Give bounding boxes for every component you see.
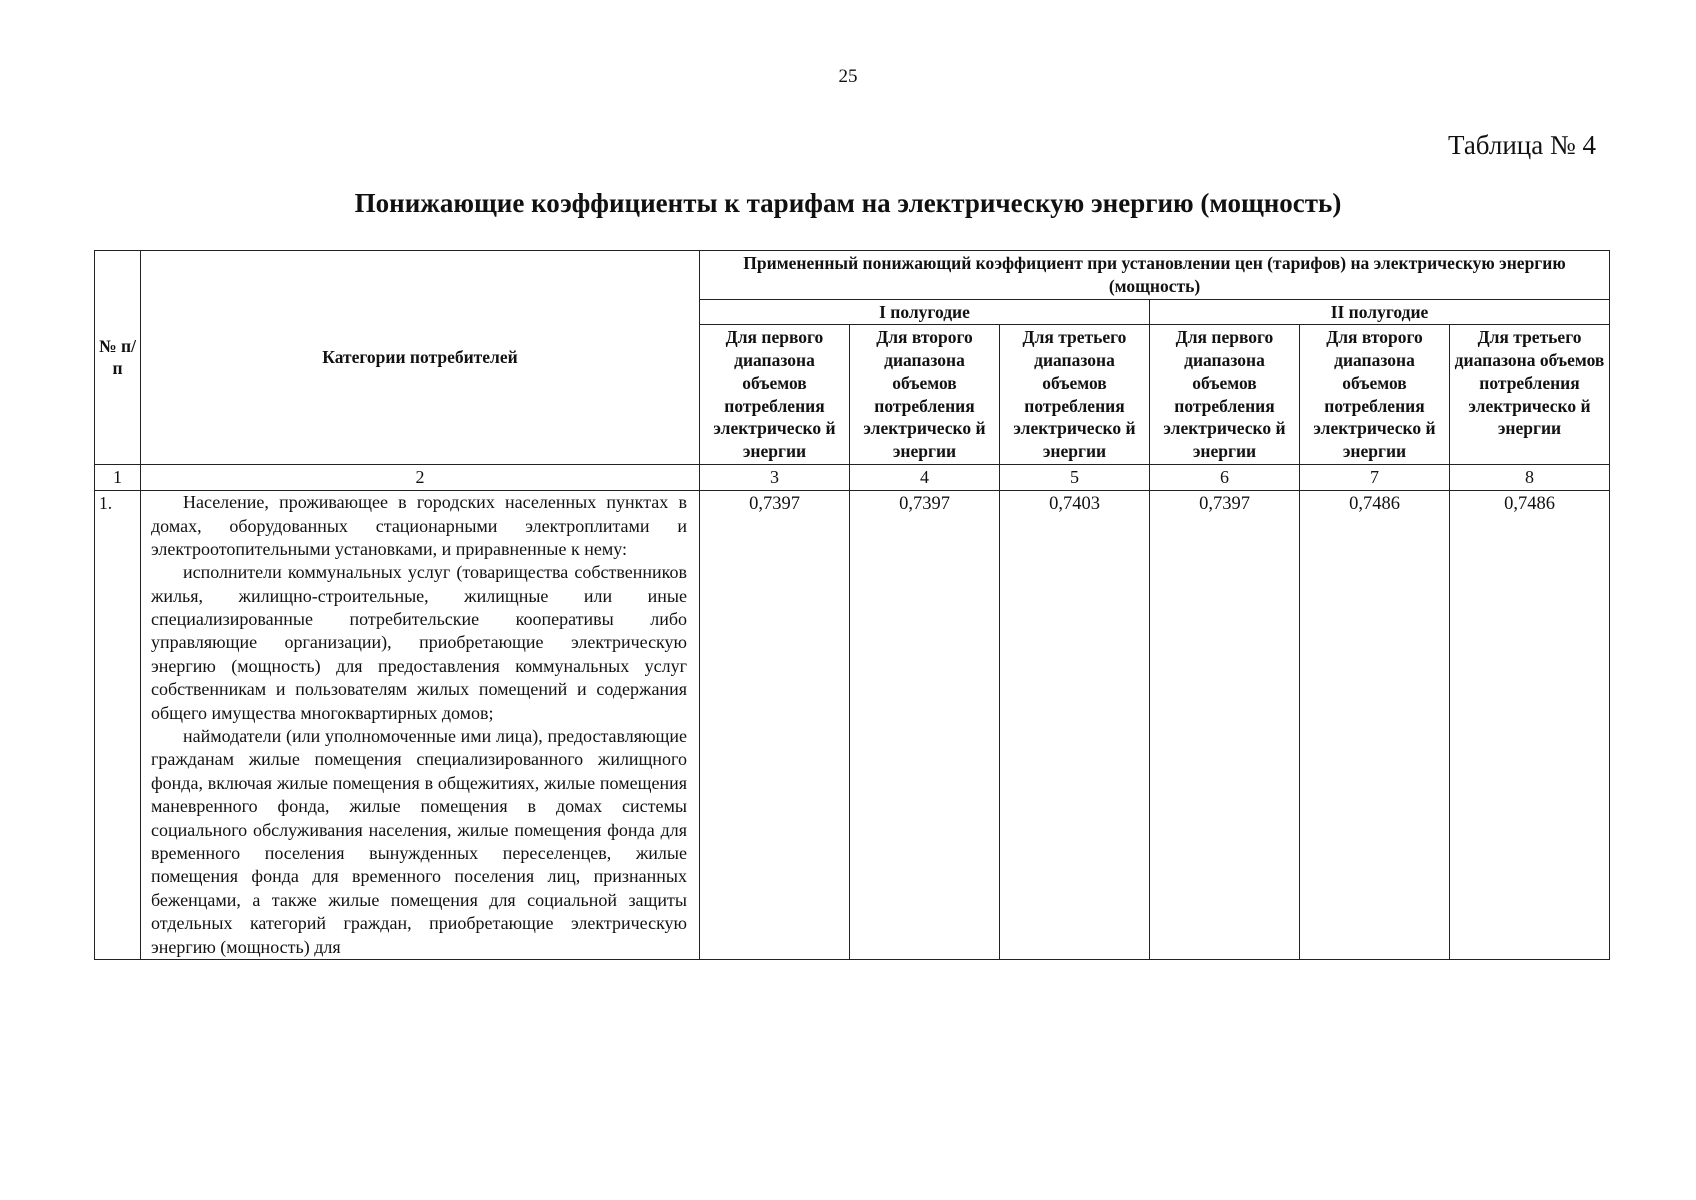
category-paragraph: наймодатели (или уполномоченные ими лица), предоставляющие гражданам жилые помещения специализированного жилищного фонда, включая жилые помещения в общежитиях, жилые помещения маневренного фонда, жилые помещения в домах системы социального обслуживания населения, жилые помещения фонда для временного поселения вынужденных переселенцев, жилые помещения фонда для временного поселения лиц, признанных беженцами, а также жилые помещения для социальной защиты отдельных категорий граждан, приобретающие электрическую энергию (мощность) для <box>151 726 687 957</box>
header-range-2-h2: Для второго диапазона объемов потребления электрическо й энергии <box>1300 325 1450 465</box>
header-range-1-h2: Для первого диапазона объемов потребления электрическо й энергии <box>1150 325 1300 465</box>
coefficient-value: 0,7403 <box>1000 491 1150 960</box>
coefficient-value: 0,7486 <box>1450 491 1610 960</box>
coefficient-value: 0,7397 <box>850 491 1000 960</box>
header-range-3-h1: Для третьего диапазона объемов потребления электрическо й энергии <box>1000 325 1150 465</box>
document-title: Понижающие коэффициенты к тарифам на электрическую энергию (мощность) <box>354 188 1342 218</box>
header-range-1-h1: Для первого диапазона объемов потребления электрическо й энергии <box>700 325 850 465</box>
column-number: 3 <box>700 464 850 490</box>
coefficients-table <box>94 250 1610 960</box>
column-number: 1 <box>95 464 141 490</box>
coefficient-value: 0,7486 <box>1300 491 1450 960</box>
column-number-row <box>95 464 1610 490</box>
column-number: 4 <box>850 464 1000 490</box>
row-number: 1. <box>95 491 141 960</box>
column-number: 2 <box>141 464 700 490</box>
header-range-2-h1: Для второго диапазона объемов потребления электрическо й энергии <box>850 325 1000 465</box>
header-first-half-year: I полугодие <box>700 299 1150 325</box>
header-range-3-h2: Для третьего диапазона объемов потребления электрическо й энергии <box>1450 325 1610 465</box>
column-number: 8 <box>1450 464 1610 490</box>
header-coefficient-group: Примененный понижающий коэффициент при установлении цен (тарифов) на электрическую энергию (мощность) <box>700 251 1610 300</box>
header-category: Категории потребителей <box>141 251 700 465</box>
row-category-description <box>141 491 700 960</box>
table-row <box>95 491 1610 960</box>
header-row-group <box>95 251 1610 300</box>
column-number: 5 <box>1000 464 1150 490</box>
coefficient-value: 0,7397 <box>700 491 850 960</box>
table-label: Таблица № 4 <box>1448 130 1596 160</box>
category-paragraph: исполнители коммунальных услуг (товарищества собственников жилья, жилищно-строительные, жилищные или иные специализированные потребительские кооперативы либо управляющие организации), приобретающие электрическую энергию (мощность) для предоставления коммунальных услуг собственникам и пользователям жилых помещений и содержания общего имущества многоквартирных домов; <box>151 562 687 723</box>
header-number: № п/п <box>95 251 141 465</box>
column-number: 7 <box>1300 464 1450 490</box>
category-paragraph: Население, проживающее в городских населенных пунктах в домах, оборудованных стационарными электроплитами и электроотопительными установками, и приравненные к нему: <box>151 492 687 559</box>
column-number: 6 <box>1150 464 1300 490</box>
coefficient-value: 0,7397 <box>1150 491 1300 960</box>
page-number: 25 <box>838 66 858 87</box>
header-second-half-year: II полугодие <box>1150 299 1610 325</box>
